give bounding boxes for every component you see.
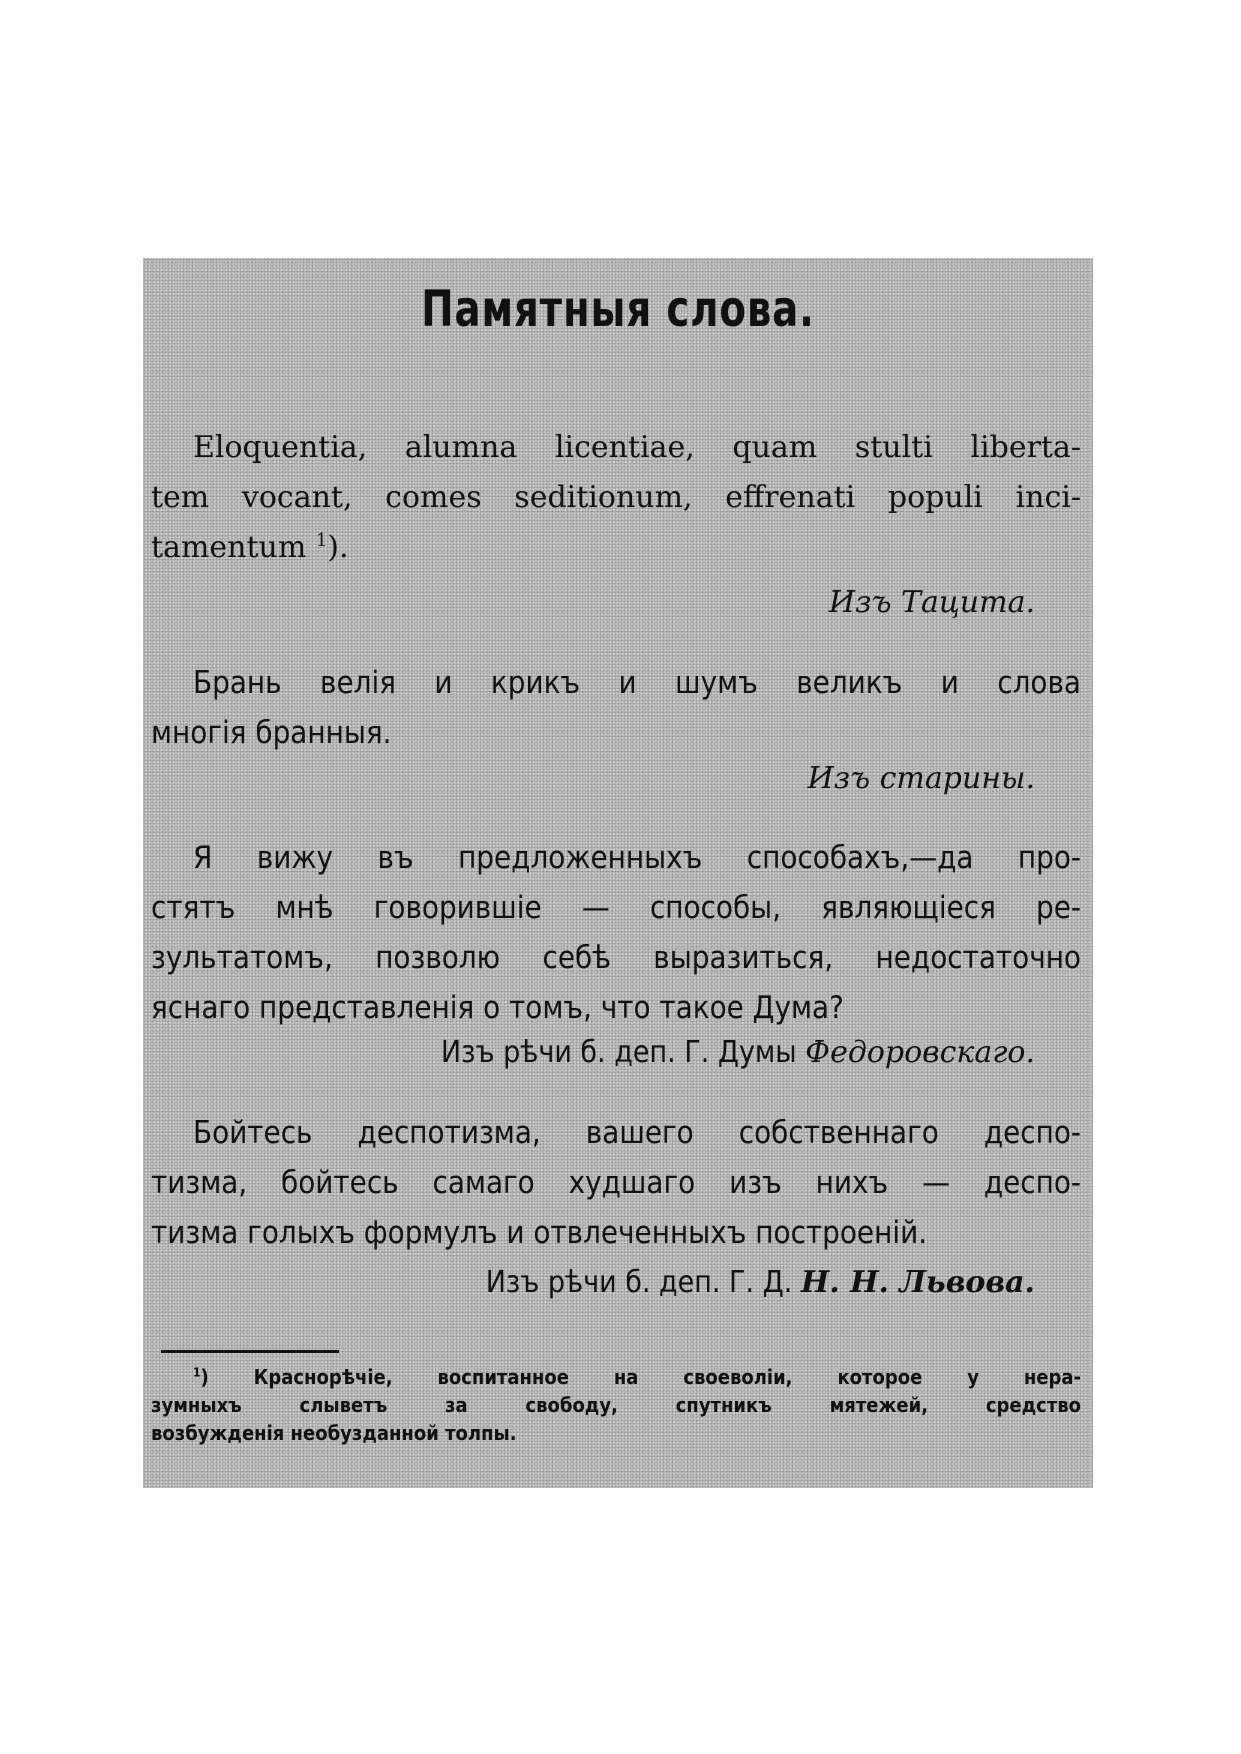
attribution-tacitus xyxy=(829,578,1035,628)
quote-line: tem vocant, comes seditionum, effrenati populi inci- xyxy=(151,480,1081,515)
attribution-prefix: Изъ рѣчи б. деп. Г. Думы xyxy=(440,1035,806,1070)
quote-line: тизма голыхъ формулъ и отвлеченныхъ построеній. xyxy=(151,1215,928,1251)
quote-lvov xyxy=(151,1108,1081,1258)
quote-line: Бойтесь деспотизма, вашего собственнаго деспо- xyxy=(193,1115,1081,1151)
quote-old-times xyxy=(151,658,1081,758)
quote-tacitus xyxy=(151,423,1081,573)
footnote-line xyxy=(151,1363,1081,1391)
attribution-fedorovsky xyxy=(441,1028,1035,1078)
attribution-name: Н. Н. Львова. xyxy=(800,1265,1035,1300)
footnote xyxy=(151,1363,1081,1447)
footnote-ref: 1 xyxy=(315,530,328,551)
quote-line: яснаго представленія о томъ, что такое Дума? xyxy=(151,990,844,1026)
quote-line: многія бранныя. xyxy=(151,715,392,751)
quote-line: Я вижу въ предложенныхъ способахъ,—да про- xyxy=(193,840,1081,876)
attribution-lvov xyxy=(486,1258,1035,1308)
quote-line-text: tamentum xyxy=(151,530,307,565)
quote-line: Eloquentia, alumna licentiae, quam stulti liberta- xyxy=(193,430,1081,465)
attribution-prefix: Изъ рѣчи б. деп. Г. Д. xyxy=(485,1265,801,1300)
footnote-line-text: ) Краснорѣчіе, воспитанное на своеволіи, которое у нера- xyxy=(200,1365,1081,1389)
printed-page xyxy=(143,258,1093,1488)
quote-line: стятъ мнѣ говорившіе — способы, являющіеся ре- xyxy=(151,890,1081,926)
footnote-line: зумныхъ слыветъ за свободу, спутникъ мятежей, средство xyxy=(151,1393,1081,1417)
attribution-text: Изъ старины. xyxy=(807,761,1035,796)
quote-fedorovsky xyxy=(151,833,1081,1033)
footnote-divider xyxy=(161,1350,339,1353)
quote-line: тизма, бойтесь самаго худшаго изъ нихъ — деспо- xyxy=(151,1165,1081,1201)
quote-tail: ). xyxy=(327,530,349,565)
attribution-name: Федоровскаго. xyxy=(805,1035,1035,1070)
page-title: Памятныя слова. xyxy=(421,280,815,338)
quote-line: Брань велія и крикъ и шумъ великъ и слова xyxy=(193,665,1081,701)
quote-line: зультатомъ, позволю себѣ выразиться, недостаточно xyxy=(151,940,1081,976)
attribution-old-times xyxy=(808,754,1035,804)
quote-line-last xyxy=(151,523,1081,573)
footnote-marker: 1 xyxy=(193,1365,201,1380)
attribution-text: Изъ Тацита. xyxy=(828,585,1035,620)
footnote-line: возбужденія необузданной толпы. xyxy=(151,1421,517,1445)
